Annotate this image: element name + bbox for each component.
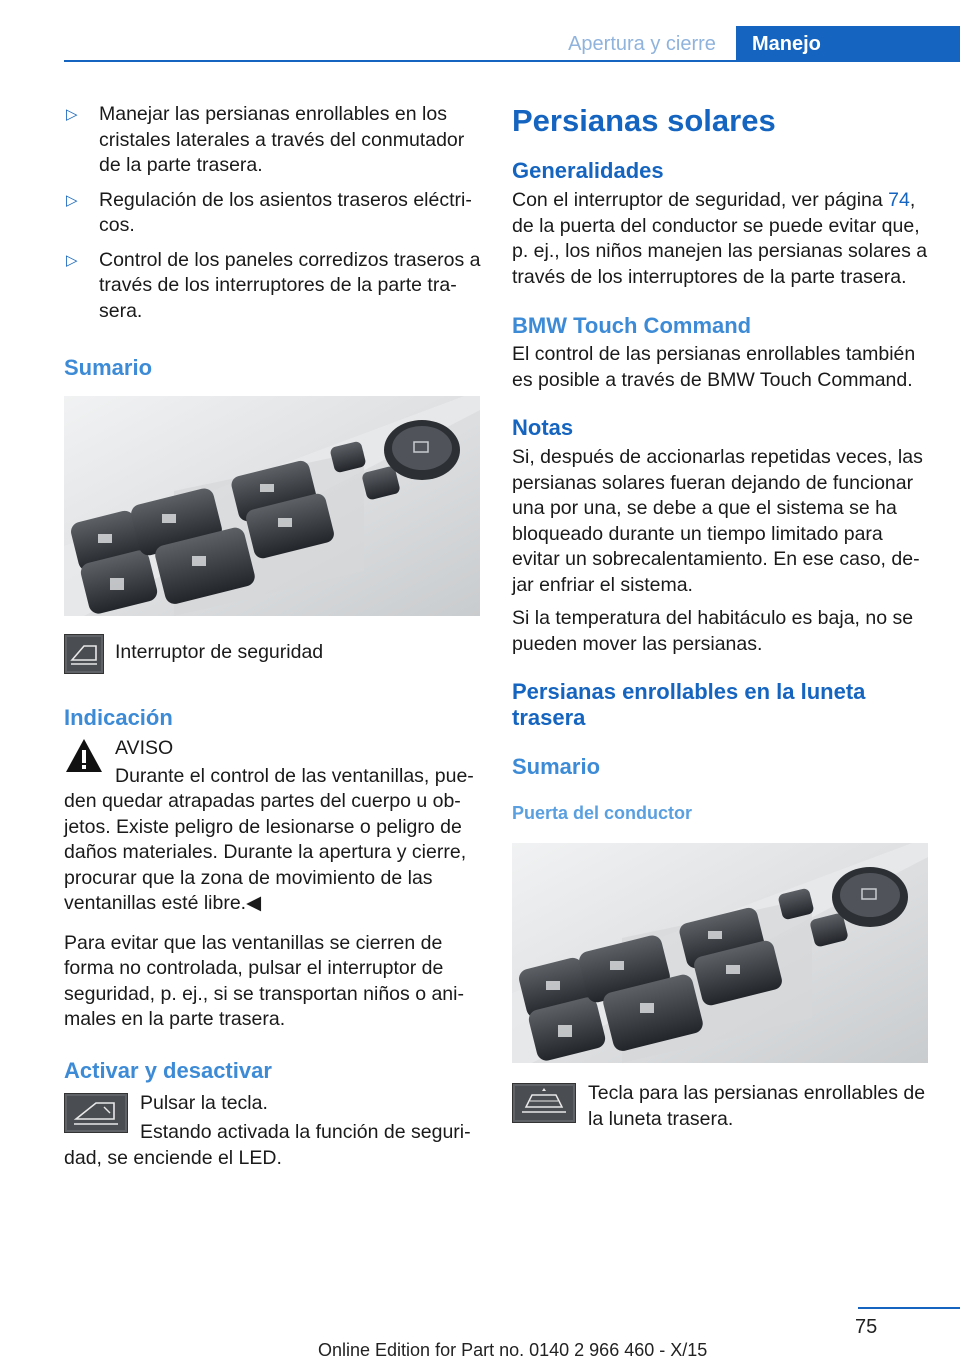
warning-triangle-icon [64,736,104,776]
list-item: ▷ Control de los paneles corredizos traseros a través de los interruptores de la parte trasera. [66,248,481,322]
rear-blind-key-icon [512,1083,576,1123]
warning-block [64,736,482,917]
section-heading-notas: Notas [512,415,574,440]
list-item: ▷ Regulación de los asientos traseros eléctricos. [66,188,472,236]
page-link-74[interactable]: 74 [888,189,910,211]
edition-footer: Online Edition for Part no. 0140 2 966 460 - X/15 [318,1340,708,1360]
triangle-bullet-icon: ▷ [66,106,78,123]
list-item: ▷ Manejar las persianas enrollables en los cristales laterales a través del conmutador de la parte trasera. [66,103,465,176]
paragraph-para-evitar: Para evitar que las ventanillas se cierren de forma no controlada, pulsar el interruptor de seguridad, p. ej., si se transportan niños o animales en la parte trasera. [64,931,464,1030]
warning-text: Durante el control de las ventanillas, pueden quedar atrapadas partes del cuerpo u objetos. Existe peligro de lesionarse o peligro de daños materiales. Durante la apertura y cierre, procurar que la zona de movimiento de las ventanillas esté libre.◀ [64,764,474,914]
header-chapter-tab: Manejo [736,26,960,62]
safety-switch-icon [64,634,104,674]
triangle-bullet-icon: ▷ [66,191,78,209]
rear-blind-key-caption: Tecla para las persianas enrollables de la luneta trasera. [588,1082,926,1130]
left-column [64,102,482,1171]
safety-key-icon [64,1093,128,1133]
footer-rule [858,1307,960,1309]
safety-switch-legend [64,634,482,674]
section-heading-sumario: Sumario [64,355,153,380]
rear-blind-key-legend [512,1081,930,1132]
paragraph-notas-1: Si, después de accionarlas repetidas veces, las persianas solares fueran dejando de funcionar una por una, se debe a que el sistema se ha bloqueado durante un tiempo limitado para evitar un sobrecalentamiento. En ese caso, dejar enfriar el sistema. [512,446,923,596]
header-section-title: Apertura y cierre [568,33,716,55]
paragraph-generalidades: Con el interruptor de seguridad, ver página 74, de la puerta del conductor se puede evitar que, p. ej., los niños manejen las persianas solares a través de los interruptores de la parte trasera. [512,189,928,288]
warning-label: AVISO [115,737,174,759]
section-heading-activar: Activar y desactivar [64,1057,272,1083]
paragraph-touch-command: El control de las persianas enrollables también es posible a través de BMW Touch Command. [512,343,916,391]
triangle-bullet-icon: ▷ [66,251,78,269]
section-heading-luneta: Persianas enrollables en la luneta trasera [512,679,866,730]
subheading-puerta-conductor: Puerta del conductor [512,803,693,823]
activate-line-2: Estando activada la función de seguridad, se enciende el LED. [64,1121,471,1169]
page-number: 75 [855,1316,878,1338]
header-rule [64,60,960,62]
window-switch-panel-photo [64,396,480,616]
activate-block [64,1091,482,1172]
page-heading-persianas: Persianas solares [512,103,776,138]
activate-line-1: Pulsar la tecla. [140,1091,268,1114]
driver-door-switch-photo [512,843,928,1063]
bullet-list [64,102,482,324]
section-heading-sumario-right: Sumario [512,754,601,779]
paragraph-notas-2: Si la temperatura del habitáculo es baja, no se pueden mover las persianas. [512,607,914,655]
section-heading-generalidades: Generalidades [512,158,664,183]
section-heading-touch-command: BMW Touch Command [512,313,752,338]
right-column [512,102,930,1132]
safety-switch-caption: Interruptor de seguridad [115,641,324,663]
section-heading-indicacion: Indicación [64,705,173,730]
